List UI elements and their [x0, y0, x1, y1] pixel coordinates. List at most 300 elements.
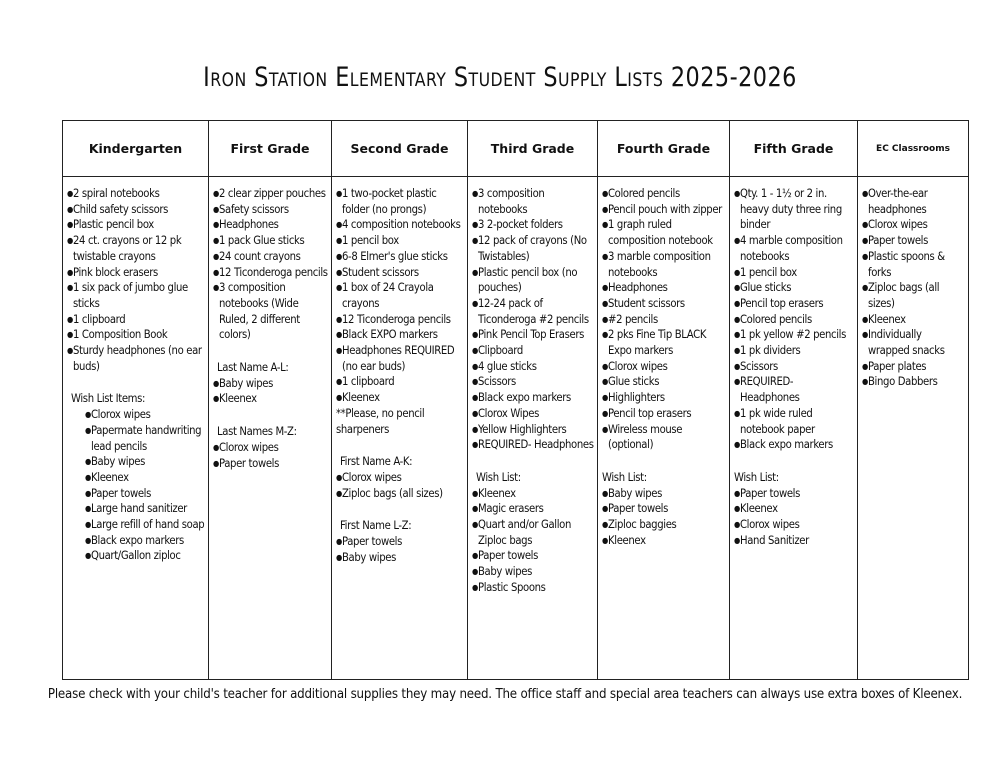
page-title: Iron Station Elementary Student Supply Lists 2025-2026	[203, 62, 797, 93]
list-item-text: 3 composition notebooks (Wide Ruled, 2 different colors)	[219, 281, 300, 342]
list-item	[472, 327, 594, 343]
list-item	[602, 280, 726, 296]
list-item	[336, 390, 464, 406]
bullet-icon: ●	[602, 283, 608, 293]
list-item	[336, 280, 464, 311]
wish-list-item	[602, 517, 726, 533]
bullet-icon: ●	[336, 314, 342, 324]
bullet-icon: ●	[213, 251, 219, 261]
bullet-icon: ●	[213, 204, 219, 214]
list-item-text: Headphones	[219, 218, 279, 232]
bullet-icon: ●	[734, 236, 740, 246]
list-item	[67, 343, 205, 374]
wish-list-item	[67, 454, 205, 470]
list-item-text: 4 glue sticks	[478, 359, 537, 373]
list-item	[472, 233, 594, 264]
bullet-icon: ●	[602, 361, 608, 371]
bullet-icon: ●	[472, 551, 478, 561]
bullet-icon: ●	[734, 283, 740, 293]
list-item-text: 1 pack Glue sticks	[219, 234, 305, 248]
wish-list-item	[472, 501, 594, 517]
list-item	[602, 422, 726, 453]
list-item	[336, 327, 464, 343]
list-item-text: Papermate handwriting lead pencils	[91, 423, 202, 453]
list-item-text: Baby wipes	[608, 486, 662, 500]
bullet-icon: ●	[67, 314, 73, 324]
list-item	[213, 233, 328, 249]
list-item-text: 1 clipboard	[342, 375, 395, 389]
list-item-text: 1 clipboard	[73, 312, 126, 326]
wish-list-item	[734, 517, 854, 533]
wish-list-item	[67, 407, 205, 423]
bullet-icon: ●	[862, 251, 868, 261]
list-item	[734, 233, 854, 264]
list-item-text: 2 clear zipper pouches	[219, 187, 326, 200]
list-item-text: Paper towels	[868, 234, 929, 248]
wish-list-item	[472, 548, 594, 564]
group-item	[213, 456, 328, 472]
bullet-icon: ●	[213, 378, 219, 388]
list-item-text: 1 Composition Book	[73, 328, 168, 342]
column-fifth-grade	[730, 177, 858, 680]
list-item-text: Student scissors	[608, 296, 685, 310]
list-item	[472, 265, 594, 296]
content-row	[63, 177, 969, 680]
bullet-icon: ●	[472, 488, 478, 498]
list-item-text: 1 graph ruled composition notebook	[608, 218, 713, 248]
list-item-text: 3 2-pocket folders	[478, 218, 563, 232]
list-item-text: Magic erasers	[478, 502, 544, 516]
spacer	[336, 501, 464, 518]
wish-list-item	[734, 501, 854, 517]
list-item-text: 12 Ticonderoga pencils	[342, 312, 451, 326]
list-item-text: Paper towels	[219, 456, 280, 470]
column-third-grade	[468, 177, 598, 680]
list-item-text: Headphones REQUIRED (no ear buds)	[342, 344, 455, 373]
bullet-icon: ●	[336, 377, 342, 387]
bullet-icon: ●	[336, 251, 342, 261]
list-item	[734, 186, 854, 233]
list-item	[336, 249, 464, 265]
list-item-text: Paper towels	[342, 535, 403, 549]
bullet-icon: ●	[734, 408, 740, 418]
list-item	[472, 359, 594, 375]
bullet-icon: ●	[472, 346, 478, 356]
list-item	[862, 249, 965, 280]
list-item-text: Pencil top erasers	[608, 406, 692, 420]
list-item-text: Hand Sanitizer	[740, 533, 809, 547]
bullet-icon: ●	[602, 377, 608, 387]
bullet-icon: ●	[472, 267, 478, 277]
bullet-icon: ●	[472, 330, 478, 340]
list-item	[67, 327, 205, 343]
list-item-text: Plastic pencil box	[73, 218, 154, 232]
bullet-icon: ●	[67, 189, 73, 198]
bullet-icon: ●	[472, 189, 478, 198]
spacer	[213, 407, 328, 424]
list-item-text: 12 pack of crayons (No Twistables)	[478, 234, 587, 263]
wish-list-heading: Wish List:	[734, 470, 779, 484]
list-item-text: Baby wipes	[342, 550, 396, 564]
bullet-icon: ●	[472, 424, 478, 434]
column-second-grade	[332, 177, 468, 680]
bullet-icon: ●	[472, 236, 478, 246]
list-item-text: 12-24 pack of Ticonderoga #2 pencils	[478, 296, 589, 326]
bullet-icon: ●	[213, 283, 219, 293]
list-item-text: 2 spiral notebooks	[73, 187, 160, 200]
spacer	[472, 453, 594, 470]
list-item	[472, 186, 594, 217]
bullet-icon: ●	[85, 410, 91, 420]
list-item-text: Baby wipes	[219, 376, 273, 390]
bullet-icon: ●	[602, 520, 608, 530]
bullet-icon: ●	[862, 189, 868, 198]
list-item	[862, 280, 965, 311]
list-item-text: Black expo markers	[478, 391, 571, 405]
bullet-icon: ●	[862, 220, 868, 230]
list-item-text: Kleenex	[478, 486, 516, 500]
list-item	[734, 374, 854, 405]
list-item	[472, 422, 594, 438]
list-item	[862, 186, 965, 217]
bullet-icon: ●	[602, 535, 608, 545]
list-item-text: Large hand sanitizer	[91, 502, 187, 516]
bullet-icon: ●	[336, 488, 342, 498]
list-item	[472, 343, 594, 359]
list-item-text: Student scissors	[342, 265, 419, 279]
list-item	[472, 374, 594, 390]
list-item	[734, 312, 854, 328]
list-item-text: 1 pencil box	[740, 265, 797, 279]
wish-list-heading: Wish List:	[602, 470, 647, 484]
bullet-icon: ●	[602, 393, 608, 403]
bullet-icon: ●	[862, 283, 868, 293]
group-item	[336, 470, 464, 486]
list-item	[336, 186, 464, 217]
list-item-text: Glue sticks	[740, 281, 792, 295]
bullet-icon: ●	[67, 283, 73, 293]
list-item-text: Clorox wipes	[868, 218, 928, 232]
list-item-text: Paper towels	[740, 486, 801, 500]
list-item	[472, 437, 594, 453]
wish-list-item	[472, 517, 594, 548]
list-item-text: 1 pk yellow #2 pencils	[740, 328, 847, 342]
bullet-icon: ●	[602, 189, 608, 198]
list-item-text: 4 composition notebooks	[342, 218, 461, 232]
list-item-text: Pink Pencil Top Erasers	[478, 328, 585, 342]
footer-note: Please check with your child's teacher for additional supplies they may need. The office staff and special area teachers can always use extra boxes of Kleenex.	[47, 687, 963, 702]
wish-list-item	[734, 533, 854, 549]
header-kindergarten: Kindergarten	[63, 121, 209, 177]
bullet-icon: ●	[85, 520, 91, 530]
bullet-icon: ●	[472, 298, 478, 308]
bullet-icon: ●	[85, 504, 91, 514]
list-item-text: Black EXPO markers	[342, 328, 438, 342]
bullet-icon: ●	[472, 393, 478, 403]
list-item	[862, 217, 965, 233]
list-item-text: Large refill of hand soap	[91, 518, 205, 532]
bullet-icon: ●	[336, 552, 342, 562]
spacer	[213, 343, 328, 360]
wish-list-item	[67, 501, 205, 517]
list-item-text: Clorox wipes	[219, 440, 279, 454]
list-item-text: Colored pencils	[740, 312, 812, 326]
list-item-text: Ziploc bags (all sizes)	[342, 486, 443, 500]
bullet-icon: ●	[336, 393, 342, 403]
wish-list-heading: Wish List:	[476, 470, 521, 484]
list-item-text: Paper towels	[91, 486, 152, 500]
list-item-text: 24 ct. crayons or 12 pk twistable crayons	[73, 234, 182, 263]
list-item	[472, 296, 594, 327]
list-item-text: REQUIRED- Headphones	[740, 375, 800, 405]
bullet-icon: ●	[472, 377, 478, 387]
wish-list-item	[67, 470, 205, 486]
list-item-text: Kleenex	[91, 470, 129, 484]
group-heading: First Name L-Z:	[340, 519, 412, 533]
list-item	[602, 327, 726, 358]
bullet-icon: ●	[336, 537, 342, 547]
list-item-text: Baby wipes	[91, 455, 145, 469]
list-item	[734, 406, 854, 437]
list-item-text: Clipboard	[478, 344, 523, 358]
bullet-icon: ●	[862, 330, 868, 340]
bullet-icon: ●	[472, 220, 478, 230]
list-item	[602, 249, 726, 280]
list-item-text: Ziploc bags (all sizes)	[868, 281, 940, 310]
column-fourth-grade	[598, 177, 730, 680]
wish-list-heading: Wish List Items:	[71, 392, 146, 406]
list-item	[336, 343, 464, 374]
bullet-icon: ●	[85, 535, 91, 545]
group-item	[336, 550, 464, 566]
list-item-text: Clorox wipes	[91, 408, 151, 422]
header-fifth-grade: Fifth Grade	[730, 121, 858, 177]
wish-list-item	[472, 564, 594, 580]
header-second-grade: Second Grade	[332, 121, 468, 177]
bullet-icon: ●	[67, 236, 73, 246]
list-item-text: Yellow Highlighters	[478, 422, 567, 436]
wish-list-item	[67, 486, 205, 502]
list-item	[336, 233, 464, 249]
bullet-icon: ●	[602, 488, 608, 498]
list-item	[734, 265, 854, 281]
wish-list-item	[67, 533, 205, 549]
header-row	[63, 121, 969, 177]
group-item	[336, 534, 464, 550]
list-item	[602, 296, 726, 312]
bullet-icon: ●	[602, 204, 608, 214]
bullet-icon: ●	[213, 442, 219, 452]
list-item-text: Scissors	[478, 375, 516, 389]
wish-list-item	[602, 486, 726, 502]
list-item	[602, 202, 726, 218]
bullet-icon: ●	[734, 440, 740, 450]
bullet-icon: ●	[472, 504, 478, 514]
list-item-text: REQUIRED- Headphones	[478, 438, 594, 452]
list-item-text: 12 Ticonderoga pencils	[219, 265, 328, 279]
list-item	[862, 312, 965, 328]
list-item-text: 1 two-pocket plastic folder (no prongs)	[342, 187, 437, 216]
list-item-text: Glue sticks	[608, 375, 660, 389]
bullet-icon: ●	[602, 314, 608, 324]
group-item	[336, 486, 464, 502]
list-item	[336, 312, 464, 328]
bullet-icon: ●	[734, 361, 740, 371]
bullet-icon: ●	[336, 472, 342, 482]
list-item	[472, 217, 594, 233]
list-item-text: 6-8 Elmer's glue sticks	[342, 249, 448, 263]
bullet-icon: ●	[336, 330, 342, 340]
list-item-text: Quart and/or Gallon Ziploc bags	[478, 518, 572, 547]
list-item	[336, 374, 464, 390]
list-item	[734, 327, 854, 343]
list-item-text: 3 marble composition notebooks	[608, 249, 711, 279]
list-item	[472, 390, 594, 406]
list-item	[213, 217, 328, 233]
bullet-icon: ●	[336, 189, 342, 198]
bullet-icon: ●	[734, 298, 740, 308]
bullet-icon: ●	[85, 457, 91, 467]
bullet-icon: ●	[213, 458, 219, 468]
list-item-text: Black expo markers	[740, 438, 833, 452]
list-item-text: Clorox wipes	[342, 470, 402, 484]
list-item-text: Kleenex	[608, 533, 646, 547]
bullet-icon: ●	[734, 504, 740, 514]
list-item	[213, 249, 328, 265]
spacer	[602, 453, 726, 470]
list-item	[67, 186, 205, 202]
wish-list-item	[67, 548, 205, 564]
list-item-text: Paper towels	[608, 502, 669, 516]
list-item-text: Kleenex	[342, 391, 380, 405]
bullet-icon: ●	[862, 236, 868, 246]
list-item-text: 1 box of 24 Crayola crayons	[342, 281, 434, 310]
list-item-text: Clorox Wipes	[478, 406, 539, 420]
bullet-icon: ●	[85, 425, 91, 435]
list-item-text: Sturdy headphones (no ear buds)	[73, 344, 202, 373]
list-item-text: Safety scissors	[219, 202, 289, 216]
bullet-icon: ●	[67, 220, 73, 230]
list-item-text: Child safety scissors	[73, 202, 169, 216]
bullet-icon: ●	[602, 298, 608, 308]
list-item-text: Over-the-ear headphones	[868, 187, 928, 216]
list-item	[862, 374, 965, 390]
bullet-icon: ●	[734, 267, 740, 277]
supply-table	[62, 120, 969, 680]
bullet-icon: ●	[85, 488, 91, 498]
bullet-icon: ●	[734, 377, 740, 387]
bullet-icon: ●	[67, 204, 73, 214]
list-item	[734, 437, 854, 453]
header-fourth-grade: Fourth Grade	[598, 121, 730, 177]
list-item	[602, 374, 726, 390]
bullet-icon: ●	[336, 236, 342, 246]
list-item-text: Highlighters	[608, 391, 665, 405]
list-item-text: Pencil pouch with zipper	[608, 202, 722, 216]
bullet-icon: ●	[213, 267, 219, 277]
list-item	[602, 406, 726, 422]
group-heading: First Name A-K:	[340, 455, 413, 469]
bullet-icon: ●	[472, 361, 478, 371]
header-first-grade: First Grade	[209, 121, 332, 177]
column-ec-classrooms	[858, 177, 969, 680]
bullet-icon: ●	[472, 567, 478, 577]
bullet-icon: ●	[862, 314, 868, 324]
list-item-text: 3 composition notebooks	[478, 187, 545, 216]
list-item-text: Clorox wipes	[608, 359, 668, 373]
list-item-text: Kleenex	[219, 392, 257, 406]
list-item-text: Pink block erasers	[73, 265, 158, 279]
list-item-text: Bingo Dabbers	[868, 375, 938, 389]
column-first-grade	[209, 177, 332, 680]
list-item-text: Paper towels	[478, 549, 539, 563]
list-item-text: Ziploc baggies	[608, 518, 677, 532]
list-item	[862, 359, 965, 375]
bullet-icon: ●	[472, 520, 478, 530]
list-item-text: Kleenex	[740, 502, 778, 516]
bullet-icon: ●	[213, 189, 219, 198]
list-item-text: Clorox wipes	[740, 518, 800, 532]
list-item	[213, 186, 328, 202]
list-item-text: 4 marble composition notebooks	[740, 234, 843, 263]
list-item-text: Quart/Gallon ziploc	[91, 549, 181, 563]
wish-list-item	[67, 517, 205, 533]
list-item-text: Colored pencils	[608, 187, 680, 200]
bullet-icon: ●	[734, 346, 740, 356]
list-item-text: Plastic pencil box (no pouches)	[478, 265, 578, 295]
bullet-icon: ●	[734, 330, 740, 340]
list-item	[67, 233, 205, 264]
list-item-text: Plastic spoons & forks	[868, 249, 945, 279]
list-item	[336, 265, 464, 281]
list-item-text: Headphones	[608, 281, 668, 295]
list-item	[862, 233, 965, 249]
wish-list-item	[67, 423, 205, 454]
group-heading: Last Names M-Z:	[217, 425, 297, 439]
list-item	[862, 327, 965, 358]
list-item	[602, 217, 726, 248]
wish-list-item	[734, 486, 854, 502]
bullet-icon: ●	[336, 283, 342, 293]
wish-list-item	[602, 533, 726, 549]
list-item-text: Black expo markers	[91, 533, 184, 547]
list-item	[734, 280, 854, 296]
bullet-icon: ●	[336, 346, 342, 356]
list-item	[602, 186, 726, 202]
bullet-icon: ●	[602, 220, 608, 230]
list-item	[67, 265, 205, 281]
bullet-icon: ●	[862, 377, 868, 387]
spacer	[336, 437, 464, 454]
list-item-text: Baby wipes	[478, 565, 532, 579]
bullet-icon: ●	[734, 535, 740, 545]
note-text: **Please, no pencil sharpeners	[336, 406, 425, 436]
list-item-text: 2 pks Fine Tip BLACK Expo markers	[608, 328, 707, 358]
group-heading: Last Name A-L:	[217, 361, 289, 375]
list-item-text: Wireless mouse (optional)	[608, 422, 683, 452]
bullet-icon: ●	[602, 424, 608, 434]
list-item	[734, 359, 854, 375]
list-item-text: 1 pk dividers	[740, 344, 801, 358]
list-item-text: 1 six pack of jumbo glue sticks	[73, 281, 188, 310]
list-item	[67, 280, 205, 311]
bullet-icon: ●	[213, 236, 219, 246]
bullet-icon: ●	[734, 189, 740, 198]
bullet-icon: ●	[336, 220, 342, 230]
bullet-icon: ●	[734, 488, 740, 498]
list-item-text: Qty. 1 - 1½ or 2 in. heavy duty three ring binder	[740, 187, 842, 232]
list-item-text: Paper plates	[868, 359, 927, 373]
